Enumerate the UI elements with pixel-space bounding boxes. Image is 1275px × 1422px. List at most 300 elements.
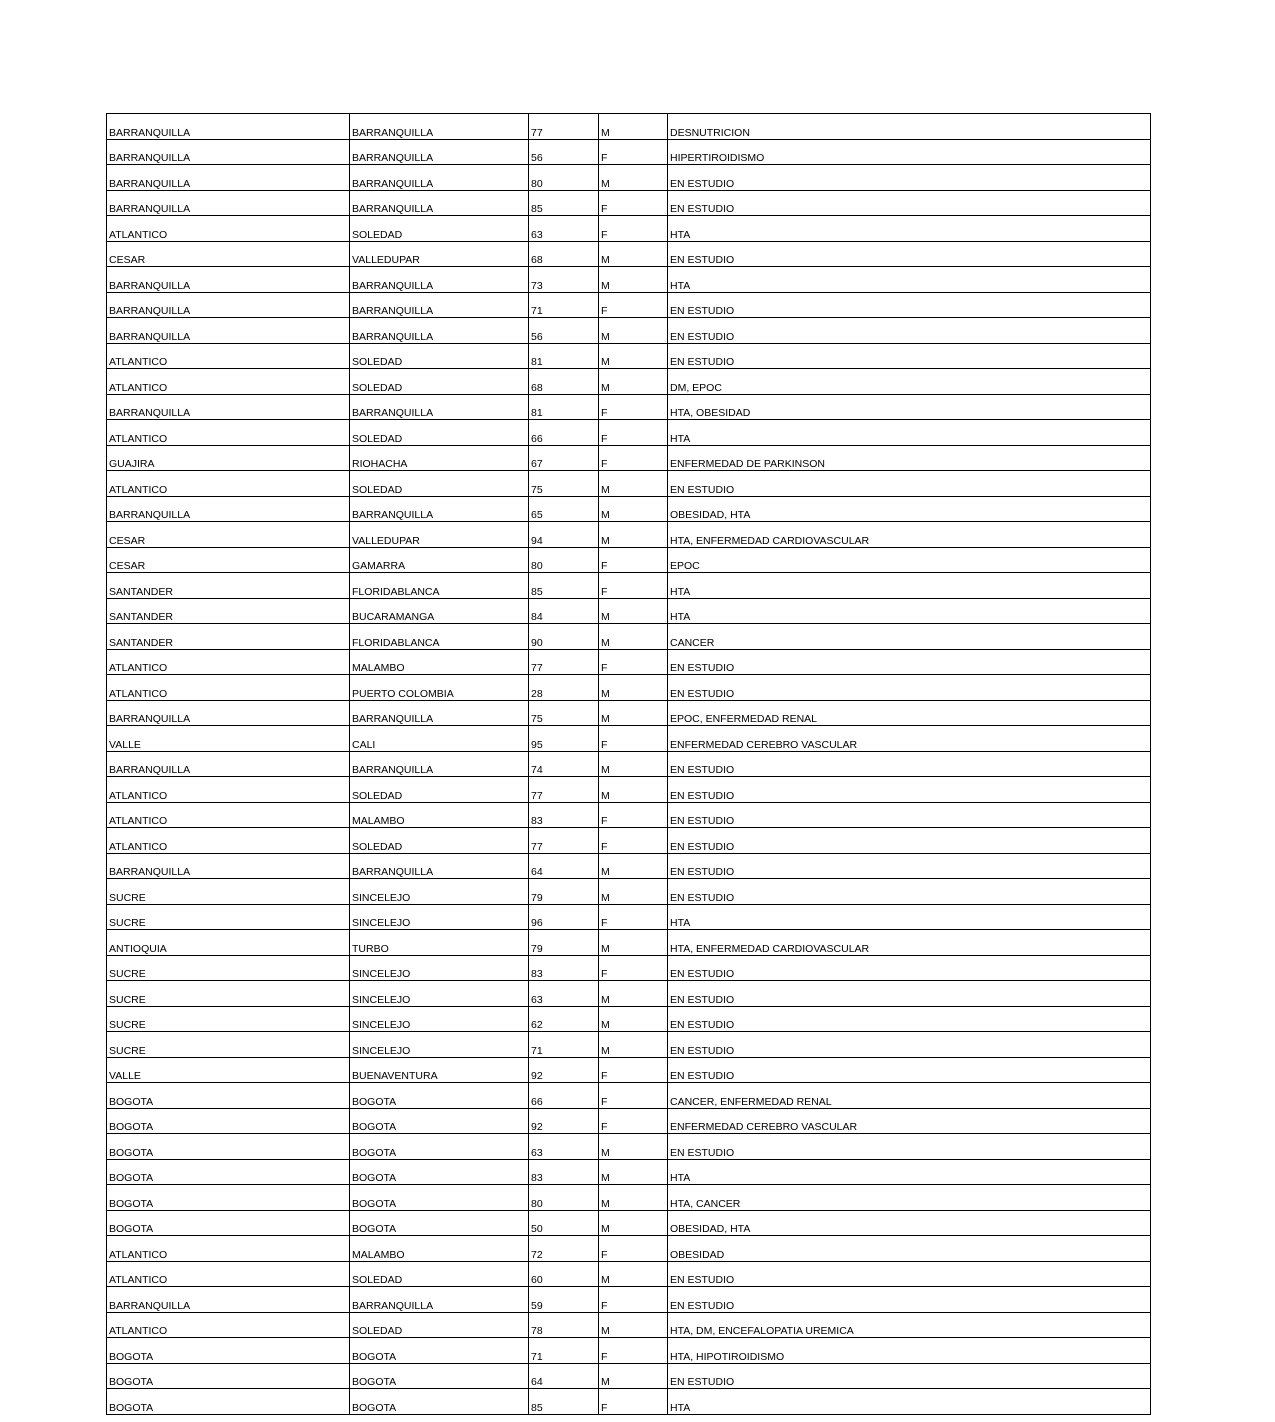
age-cell: 71 (529, 1338, 599, 1364)
municipality-cell: SINCELEJO (350, 981, 529, 1007)
table-row (107, 1261, 1151, 1287)
municipality-cell: MALAMBO (350, 1236, 529, 1262)
diagnosis-cell: OBESIDAD, HTA (668, 496, 1151, 522)
age-cell: 62 (529, 1006, 599, 1032)
department-cell: SUCRE (107, 1006, 350, 1032)
sex-cell: M (599, 471, 668, 497)
sex-cell: F (599, 1338, 668, 1364)
sex-cell: M (599, 1312, 668, 1338)
municipality-cell: SINCELEJO (350, 1032, 529, 1058)
table-row (107, 267, 1151, 293)
table-body (107, 114, 1151, 1415)
table-row (107, 216, 1151, 242)
age-cell: 96 (529, 904, 599, 930)
diagnosis-cell: EN ESTUDIO (668, 828, 1151, 854)
diagnosis-cell: EN ESTUDIO (668, 1134, 1151, 1160)
municipality-cell: BOGOTA (350, 1159, 529, 1185)
municipality-cell: GAMARRA (350, 547, 529, 573)
department-cell: VALLE (107, 726, 350, 752)
sex-cell: M (599, 496, 668, 522)
sex-cell: M (599, 114, 668, 140)
sex-cell: M (599, 241, 668, 267)
diagnosis-cell: DESNUTRICION (668, 114, 1151, 140)
table-row (107, 828, 1151, 854)
diagnosis-cell: EN ESTUDIO (668, 981, 1151, 1007)
age-cell: 92 (529, 1108, 599, 1134)
department-cell: ATLANTICO (107, 777, 350, 803)
municipality-cell: BOGOTA (350, 1185, 529, 1211)
age-cell: 60 (529, 1261, 599, 1287)
age-cell: 78 (529, 1312, 599, 1338)
age-cell: 77 (529, 777, 599, 803)
department-cell: BARRANQUILLA (107, 853, 350, 879)
municipality-cell: BARRANQUILLA (350, 1287, 529, 1313)
diagnosis-cell: ENFERMEDAD CEREBRO VASCULAR (668, 726, 1151, 752)
department-cell: ATLANTICO (107, 1236, 350, 1262)
table-row (107, 573, 1151, 599)
table-row (107, 165, 1151, 191)
department-cell: CESAR (107, 522, 350, 548)
age-cell: 83 (529, 802, 599, 828)
diagnosis-cell: OBESIDAD, HTA (668, 1210, 1151, 1236)
sex-cell: F (599, 1108, 668, 1134)
municipality-cell: BARRANQUILLA (350, 318, 529, 344)
age-cell: 63 (529, 981, 599, 1007)
sex-cell: M (599, 1159, 668, 1185)
sex-cell: F (599, 445, 668, 471)
department-cell: SUCRE (107, 1032, 350, 1058)
sex-cell: F (599, 1236, 668, 1262)
department-cell: GUAJIRA (107, 445, 350, 471)
age-cell: 83 (529, 955, 599, 981)
diagnosis-cell: HIPERTIROIDISMO (668, 139, 1151, 165)
table-row (107, 1134, 1151, 1160)
table-row (107, 802, 1151, 828)
department-cell: BARRANQUILLA (107, 267, 350, 293)
table-row (107, 471, 1151, 497)
sex-cell: F (599, 420, 668, 446)
sex-cell: M (599, 267, 668, 293)
municipality-cell: BOGOTA (350, 1210, 529, 1236)
age-cell: 63 (529, 216, 599, 242)
table-row (107, 1338, 1151, 1364)
diagnosis-cell: HTA, ENFERMEDAD CARDIOVASCULAR (668, 522, 1151, 548)
department-cell: BOGOTA (107, 1083, 350, 1109)
municipality-cell: MALAMBO (350, 802, 529, 828)
table-row (107, 955, 1151, 981)
sex-cell: F (599, 394, 668, 420)
department-cell: ATLANTICO (107, 675, 350, 701)
table-row (107, 751, 1151, 777)
diagnosis-cell: CANCER (668, 624, 1151, 650)
department-cell: BARRANQUILLA (107, 292, 350, 318)
age-cell: 28 (529, 675, 599, 701)
municipality-cell: BARRANQUILLA (350, 700, 529, 726)
sex-cell: M (599, 343, 668, 369)
table-row (107, 598, 1151, 624)
municipality-cell: BARRANQUILLA (350, 853, 529, 879)
municipality-cell: BUCARAMANGA (350, 598, 529, 624)
sex-cell: F (599, 216, 668, 242)
department-cell: BARRANQUILLA (107, 190, 350, 216)
diagnosis-cell: EN ESTUDIO (668, 802, 1151, 828)
department-cell: BARRANQUILLA (107, 165, 350, 191)
table-row (107, 649, 1151, 675)
department-cell: BARRANQUILLA (107, 139, 350, 165)
table-row (107, 1159, 1151, 1185)
municipality-cell: SOLEDAD (350, 471, 529, 497)
department-cell: SUCRE (107, 904, 350, 930)
table-row (107, 1363, 1151, 1389)
department-cell: SANTANDER (107, 624, 350, 650)
department-cell: ATLANTICO (107, 828, 350, 854)
diagnosis-cell: HTA (668, 1159, 1151, 1185)
municipality-cell: SINCELEJO (350, 1006, 529, 1032)
diagnosis-cell: HTA (668, 573, 1151, 599)
department-cell: ATLANTICO (107, 1312, 350, 1338)
age-cell: 85 (529, 1389, 599, 1415)
diagnosis-cell: EN ESTUDIO (668, 1032, 1151, 1058)
department-cell: ATLANTICO (107, 1261, 350, 1287)
department-cell: ANTIOQUIA (107, 930, 350, 956)
department-cell: VALLE (107, 1057, 350, 1083)
municipality-cell: BARRANQUILLA (350, 292, 529, 318)
municipality-cell: VALLEDUPAR (350, 522, 529, 548)
age-cell: 71 (529, 1032, 599, 1058)
department-cell: BOGOTA (107, 1363, 350, 1389)
age-cell: 80 (529, 547, 599, 573)
sex-cell: M (599, 369, 668, 395)
municipality-cell: BARRANQUILLA (350, 751, 529, 777)
municipality-cell: PUERTO COLOMBIA (350, 675, 529, 701)
table-row (107, 496, 1151, 522)
age-cell: 77 (529, 114, 599, 140)
age-cell: 75 (529, 471, 599, 497)
diagnosis-cell: EN ESTUDIO (668, 751, 1151, 777)
sex-cell: F (599, 292, 668, 318)
municipality-cell: BOGOTA (350, 1108, 529, 1134)
sex-cell: F (599, 139, 668, 165)
diagnosis-cell: HTA (668, 216, 1151, 242)
diagnosis-cell: EN ESTUDIO (668, 292, 1151, 318)
diagnosis-cell: EN ESTUDIO (668, 955, 1151, 981)
table-row (107, 1108, 1151, 1134)
municipality-cell: RIOHACHA (350, 445, 529, 471)
municipality-cell: SOLEDAD (350, 216, 529, 242)
diagnosis-cell: EN ESTUDIO (668, 471, 1151, 497)
sex-cell: F (599, 1057, 668, 1083)
municipality-cell: BOGOTA (350, 1083, 529, 1109)
municipality-cell: SOLEDAD (350, 420, 529, 446)
diagnosis-cell: HTA, OBESIDAD (668, 394, 1151, 420)
municipality-cell: VALLEDUPAR (350, 241, 529, 267)
table-row (107, 1083, 1151, 1109)
diagnosis-cell: EPOC (668, 547, 1151, 573)
municipality-cell: SOLEDAD (350, 1312, 529, 1338)
municipality-cell: BOGOTA (350, 1134, 529, 1160)
diagnosis-cell: CANCER, ENFERMEDAD RENAL (668, 1083, 1151, 1109)
diagnosis-cell: EN ESTUDIO (668, 1363, 1151, 1389)
department-cell: ATLANTICO (107, 649, 350, 675)
table-row (107, 114, 1151, 140)
department-cell: BARRANQUILLA (107, 394, 350, 420)
municipality-cell: TURBO (350, 930, 529, 956)
sex-cell: M (599, 598, 668, 624)
department-cell: ATLANTICO (107, 420, 350, 446)
department-cell: BARRANQUILLA (107, 318, 350, 344)
department-cell: BARRANQUILLA (107, 1287, 350, 1313)
sex-cell: F (599, 190, 668, 216)
municipality-cell: SOLEDAD (350, 828, 529, 854)
age-cell: 81 (529, 394, 599, 420)
department-cell: SUCRE (107, 879, 350, 905)
age-cell: 68 (529, 369, 599, 395)
department-cell: ATLANTICO (107, 216, 350, 242)
sex-cell: M (599, 751, 668, 777)
table-row (107, 369, 1151, 395)
municipality-cell: SINCELEJO (350, 879, 529, 905)
diagnosis-cell: HTA (668, 420, 1151, 446)
diagnosis-cell: HTA (668, 598, 1151, 624)
diagnosis-cell: EN ESTUDIO (668, 190, 1151, 216)
municipality-cell: SOLEDAD (350, 369, 529, 395)
diagnosis-cell: HTA, ENFERMEDAD CARDIOVASCULAR (668, 930, 1151, 956)
sex-cell: M (599, 1032, 668, 1058)
diagnosis-cell: EN ESTUDIO (668, 649, 1151, 675)
diagnosis-cell: EN ESTUDIO (668, 777, 1151, 803)
sex-cell: F (599, 1287, 668, 1313)
sex-cell: F (599, 726, 668, 752)
sex-cell: M (599, 1006, 668, 1032)
diagnosis-cell: EN ESTUDIO (668, 879, 1151, 905)
sex-cell: F (599, 1389, 668, 1415)
age-cell: 74 (529, 751, 599, 777)
age-cell: 64 (529, 1363, 599, 1389)
municipality-cell: SOLEDAD (350, 1261, 529, 1287)
sex-cell: M (599, 522, 668, 548)
table-row (107, 1057, 1151, 1083)
municipality-cell: BARRANQUILLA (350, 114, 529, 140)
department-cell: BARRANQUILLA (107, 114, 350, 140)
diagnosis-cell: DM, EPOC (668, 369, 1151, 395)
department-cell: ATLANTICO (107, 343, 350, 369)
municipality-cell: BARRANQUILLA (350, 267, 529, 293)
age-cell: 75 (529, 700, 599, 726)
diagnosis-cell: EPOC, ENFERMEDAD RENAL (668, 700, 1151, 726)
table-row (107, 1210, 1151, 1236)
age-cell: 80 (529, 1185, 599, 1211)
sex-cell: F (599, 802, 668, 828)
age-cell: 64 (529, 853, 599, 879)
table-row (107, 853, 1151, 879)
table-row (107, 981, 1151, 1007)
municipality-cell: BARRANQUILLA (350, 394, 529, 420)
diagnosis-cell: EN ESTUDIO (668, 1006, 1151, 1032)
age-cell: 66 (529, 1083, 599, 1109)
department-cell: BOGOTA (107, 1159, 350, 1185)
department-cell: BARRANQUILLA (107, 496, 350, 522)
table-row (107, 420, 1151, 446)
diagnosis-cell: ENFERMEDAD CEREBRO VASCULAR (668, 1108, 1151, 1134)
department-cell: ATLANTICO (107, 369, 350, 395)
department-cell: SANTANDER (107, 573, 350, 599)
table-row (107, 394, 1151, 420)
age-cell: 94 (529, 522, 599, 548)
municipality-cell: BARRANQUILLA (350, 165, 529, 191)
age-cell: 73 (529, 267, 599, 293)
sex-cell: M (599, 624, 668, 650)
age-cell: 79 (529, 879, 599, 905)
table-row (107, 241, 1151, 267)
municipality-cell: SINCELEJO (350, 955, 529, 981)
age-cell: 72 (529, 1236, 599, 1262)
age-cell: 90 (529, 624, 599, 650)
municipality-cell: BOGOTA (350, 1389, 529, 1415)
municipality-cell: SINCELEJO (350, 904, 529, 930)
table-row (107, 522, 1151, 548)
table-row (107, 1287, 1151, 1313)
age-cell: 71 (529, 292, 599, 318)
table-row (107, 700, 1151, 726)
municipality-cell: BUENAVENTURA (350, 1057, 529, 1083)
sex-cell: M (599, 318, 668, 344)
municipality-cell: MALAMBO (350, 649, 529, 675)
department-cell: BOGOTA (107, 1210, 350, 1236)
department-cell: BOGOTA (107, 1389, 350, 1415)
department-cell: BOGOTA (107, 1134, 350, 1160)
table-row (107, 1185, 1151, 1211)
diagnosis-cell: OBESIDAD (668, 1236, 1151, 1262)
table-row (107, 930, 1151, 956)
age-cell: 79 (529, 930, 599, 956)
diagnosis-cell: EN ESTUDIO (668, 1057, 1151, 1083)
sex-cell: F (599, 1083, 668, 1109)
age-cell: 65 (529, 496, 599, 522)
diagnosis-cell: HTA (668, 904, 1151, 930)
age-cell: 77 (529, 649, 599, 675)
sex-cell: F (599, 955, 668, 981)
table-row (107, 343, 1151, 369)
sex-cell: M (599, 1185, 668, 1211)
diagnosis-cell: EN ESTUDIO (668, 343, 1151, 369)
table-row (107, 139, 1151, 165)
department-cell: BOGOTA (107, 1338, 350, 1364)
sex-cell: M (599, 879, 668, 905)
sex-cell: M (599, 700, 668, 726)
diagnosis-cell: EN ESTUDIO (668, 853, 1151, 879)
sex-cell: F (599, 649, 668, 675)
diagnosis-cell: HTA, HIPOTIROIDISMO (668, 1338, 1151, 1364)
department-cell: BOGOTA (107, 1185, 350, 1211)
sex-cell: F (599, 573, 668, 599)
data-table (106, 113, 1151, 1415)
municipality-cell: BARRANQUILLA (350, 190, 529, 216)
diagnosis-cell: EN ESTUDIO (668, 165, 1151, 191)
table-row (107, 292, 1151, 318)
table-row (107, 1006, 1151, 1032)
table-row (107, 726, 1151, 752)
diagnosis-cell: EN ESTUDIO (668, 1261, 1151, 1287)
age-cell: 66 (529, 420, 599, 446)
municipality-cell: BARRANQUILLA (350, 139, 529, 165)
department-cell: ATLANTICO (107, 802, 350, 828)
age-cell: 56 (529, 139, 599, 165)
table-row (107, 675, 1151, 701)
age-cell: 80 (529, 165, 599, 191)
department-cell: SUCRE (107, 981, 350, 1007)
age-cell: 68 (529, 241, 599, 267)
age-cell: 50 (529, 1210, 599, 1236)
sex-cell: M (599, 1363, 668, 1389)
age-cell: 84 (529, 598, 599, 624)
sex-cell: F (599, 828, 668, 854)
table-row (107, 1312, 1151, 1338)
diagnosis-cell: HTA, CANCER (668, 1185, 1151, 1211)
diagnosis-cell: EN ESTUDIO (668, 318, 1151, 344)
sex-cell: M (599, 930, 668, 956)
municipality-cell: BOGOTA (350, 1363, 529, 1389)
diagnosis-cell: EN ESTUDIO (668, 241, 1151, 267)
sex-cell: M (599, 853, 668, 879)
diagnosis-cell: EN ESTUDIO (668, 675, 1151, 701)
age-cell: 67 (529, 445, 599, 471)
diagnosis-cell: HTA, DM, ENCEFALOPATIA UREMICA (668, 1312, 1151, 1338)
department-cell: BARRANQUILLA (107, 751, 350, 777)
sex-cell: M (599, 777, 668, 803)
municipality-cell: BOGOTA (350, 1338, 529, 1364)
sex-cell: M (599, 1134, 668, 1160)
sex-cell: M (599, 675, 668, 701)
age-cell: 95 (529, 726, 599, 752)
age-cell: 92 (529, 1057, 599, 1083)
table-row (107, 318, 1151, 344)
department-cell: SUCRE (107, 955, 350, 981)
department-cell: CESAR (107, 241, 350, 267)
age-cell: 85 (529, 573, 599, 599)
table-row (107, 445, 1151, 471)
age-cell: 59 (529, 1287, 599, 1313)
table-row (107, 904, 1151, 930)
table-row (107, 1236, 1151, 1262)
age-cell: 77 (529, 828, 599, 854)
age-cell: 63 (529, 1134, 599, 1160)
table-row (107, 1032, 1151, 1058)
municipality-cell: SOLEDAD (350, 777, 529, 803)
diagnosis-cell: ENFERMEDAD DE PARKINSON (668, 445, 1151, 471)
department-cell: BOGOTA (107, 1108, 350, 1134)
department-cell: BARRANQUILLA (107, 700, 350, 726)
municipality-cell: BARRANQUILLA (350, 496, 529, 522)
sex-cell: M (599, 165, 668, 191)
sex-cell: M (599, 1210, 668, 1236)
department-cell: SANTANDER (107, 598, 350, 624)
age-cell: 85 (529, 190, 599, 216)
diagnosis-cell: EN ESTUDIO (668, 1287, 1151, 1313)
sex-cell: M (599, 981, 668, 1007)
municipality-cell: SOLEDAD (350, 343, 529, 369)
sex-cell: M (599, 1261, 668, 1287)
sex-cell: F (599, 904, 668, 930)
sex-cell: F (599, 547, 668, 573)
table-row (107, 777, 1151, 803)
age-cell: 56 (529, 318, 599, 344)
municipality-cell: CALI (350, 726, 529, 752)
table-row (107, 547, 1151, 573)
table-row (107, 190, 1151, 216)
diagnosis-cell: HTA (668, 1389, 1151, 1415)
municipality-cell: FLORIDABLANCA (350, 573, 529, 599)
table-row (107, 879, 1151, 905)
